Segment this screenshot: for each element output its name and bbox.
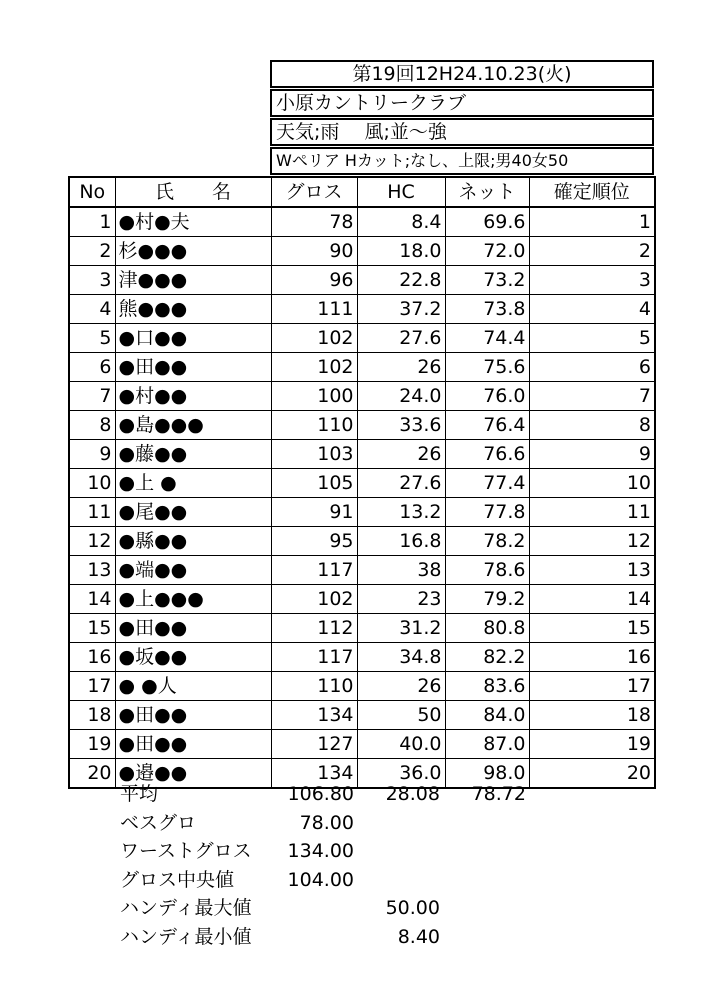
- column-header-name: 氏 名: [115, 177, 271, 207]
- stat-label: グロス中央値: [120, 868, 235, 891]
- cell-handicap: 34.8: [357, 643, 445, 672]
- cell-gross: 103: [271, 440, 357, 469]
- cell-player-name: ●尾●●: [115, 498, 271, 527]
- weather-info: 天気;雨 風;並～強: [270, 118, 654, 146]
- cell-net: 80.8: [445, 614, 529, 643]
- cell-no: 18: [69, 701, 115, 730]
- stat-gross-value: 134.00: [287, 840, 354, 862]
- cell-player-name: ●村●夫: [115, 207, 271, 237]
- cell-net: 72.0: [445, 237, 529, 266]
- cell-rank: 12: [529, 527, 655, 556]
- table-header-row: [69, 177, 655, 207]
- cell-no: 4: [69, 295, 115, 324]
- column-header-net: ネット: [445, 177, 529, 207]
- cell-handicap: 50: [357, 701, 445, 730]
- cell-no: 15: [69, 614, 115, 643]
- cell-rank: 7: [529, 382, 655, 411]
- cell-no: 6: [69, 353, 115, 382]
- cell-player-name: ●田●●: [115, 614, 271, 643]
- rules-info: Wペリア Hカット;なし、上限;男40女50: [270, 147, 654, 175]
- cell-no: 8: [69, 411, 115, 440]
- table-row: [69, 527, 655, 556]
- cell-rank: 2: [529, 237, 655, 266]
- table-row: [69, 643, 655, 672]
- table-row: [69, 237, 655, 266]
- cell-net: 73.8: [445, 295, 529, 324]
- cell-player-name: ●上 ●: [115, 469, 271, 498]
- cell-handicap: 23: [357, 585, 445, 614]
- cell-net: 76.0: [445, 382, 529, 411]
- cell-net: 84.0: [445, 701, 529, 730]
- cell-gross: 134: [271, 759, 357, 789]
- cell-player-name: ●縣●●: [115, 527, 271, 556]
- stat-label: 平均: [120, 783, 159, 805]
- stat-label: ハンディ最小値: [120, 925, 252, 948]
- cell-net: 98.0: [445, 759, 529, 789]
- stat-label: ワーストグロス: [120, 840, 252, 862]
- table-row: [69, 411, 655, 440]
- table-row: [69, 498, 655, 527]
- cell-gross: 102: [271, 585, 357, 614]
- cell-net: 83.6: [445, 672, 529, 701]
- cell-player-name: ●坂●●: [115, 643, 271, 672]
- cell-gross: 90: [271, 237, 357, 266]
- stat-label: ハンディ最大値: [120, 897, 252, 919]
- cell-gross: 134: [271, 701, 357, 730]
- table-row: [69, 440, 655, 469]
- cell-rank: 9: [529, 440, 655, 469]
- cell-rank: 13: [529, 556, 655, 585]
- competition-title: 第19回12H24.10.23(火): [270, 60, 654, 88]
- cell-rank: 3: [529, 266, 655, 295]
- table-row: [69, 207, 655, 237]
- stat-gross-value: 104.00: [287, 868, 354, 891]
- cell-handicap: 22.8: [357, 266, 445, 295]
- table-row: [69, 469, 655, 498]
- cell-no: 10: [69, 469, 115, 498]
- cell-no: 7: [69, 382, 115, 411]
- cell-rank: 1: [529, 207, 655, 237]
- cell-player-name: 津●●●: [115, 266, 271, 295]
- cell-rank: 5: [529, 324, 655, 353]
- cell-handicap: 13.2: [357, 498, 445, 527]
- table-row: [69, 382, 655, 411]
- cell-no: 20: [69, 759, 115, 789]
- table-row: [69, 614, 655, 643]
- cell-gross: 102: [271, 353, 357, 382]
- cell-player-name: ●口●●: [115, 324, 271, 353]
- cell-rank: 10: [529, 469, 655, 498]
- cell-rank: 16: [529, 643, 655, 672]
- cell-handicap: 33.6: [357, 411, 445, 440]
- cell-handicap: 36.0: [357, 759, 445, 789]
- cell-rank: 6: [529, 353, 655, 382]
- cell-net: 78.2: [445, 527, 529, 556]
- cell-no: 14: [69, 585, 115, 614]
- column-header-gross: グロス: [271, 177, 357, 207]
- cell-handicap: 40.0: [357, 730, 445, 759]
- cell-net: 76.4: [445, 411, 529, 440]
- table-row: [69, 324, 655, 353]
- table-row: [69, 585, 655, 614]
- cell-net: 75.6: [445, 353, 529, 382]
- cell-gross: 95: [271, 527, 357, 556]
- cell-handicap: 27.6: [357, 324, 445, 353]
- cell-net: 82.2: [445, 643, 529, 672]
- stat-hc-value: 8.40: [397, 925, 440, 948]
- column-header-rank: 確定順位: [529, 177, 655, 207]
- cell-rank: 8: [529, 411, 655, 440]
- cell-gross: 111: [271, 295, 357, 324]
- cell-gross: 117: [271, 556, 357, 585]
- cell-no: 19: [69, 730, 115, 759]
- table-row: [69, 295, 655, 324]
- cell-no: 17: [69, 672, 115, 701]
- cell-no: 13: [69, 556, 115, 585]
- cell-handicap: 18.0: [357, 237, 445, 266]
- cell-handicap: 26: [357, 440, 445, 469]
- cell-rank: 18: [529, 701, 655, 730]
- cell-no: 2: [69, 237, 115, 266]
- cell-gross: 102: [271, 324, 357, 353]
- cell-player-name: ●田●●: [115, 353, 271, 382]
- cell-no: 3: [69, 266, 115, 295]
- cell-handicap: 37.2: [357, 295, 445, 324]
- cell-handicap: 8.4: [357, 207, 445, 237]
- cell-player-name: ●島●●●: [115, 411, 271, 440]
- cell-net: 76.6: [445, 440, 529, 469]
- cell-player-name: ●邉●●: [115, 759, 271, 789]
- stat-gross-value: 106.80: [287, 783, 354, 805]
- cell-gross: 110: [271, 672, 357, 701]
- cell-gross: 91: [271, 498, 357, 527]
- cell-rank: 17: [529, 672, 655, 701]
- cell-net: 74.4: [445, 324, 529, 353]
- cell-handicap: 16.8: [357, 527, 445, 556]
- cell-net: 69.6: [445, 207, 529, 237]
- cell-player-name: ●上●●●: [115, 585, 271, 614]
- cell-player-name: ●田●●: [115, 701, 271, 730]
- score-table: [68, 176, 656, 789]
- stat-label: ベスグロ: [120, 811, 197, 834]
- cell-net: 73.2: [445, 266, 529, 295]
- cell-rank: 14: [529, 585, 655, 614]
- table-row: [69, 353, 655, 382]
- cell-no: 11: [69, 498, 115, 527]
- cell-no: 1: [69, 207, 115, 237]
- cell-player-name: 熊●●●: [115, 295, 271, 324]
- cell-player-name: ●田●●: [115, 730, 271, 759]
- cell-player-name: ●村●●: [115, 382, 271, 411]
- stat-hc-value: 28.08: [385, 783, 440, 805]
- cell-gross: 110: [271, 411, 357, 440]
- cell-rank: 20: [529, 759, 655, 789]
- table-row: [69, 266, 655, 295]
- stat-hc-value: 50.00: [385, 897, 440, 919]
- table-row: [69, 701, 655, 730]
- cell-player-name: ●端●●: [115, 556, 271, 585]
- cell-handicap: 26: [357, 672, 445, 701]
- cell-net: 78.6: [445, 556, 529, 585]
- cell-rank: 19: [529, 730, 655, 759]
- cell-net: 77.4: [445, 469, 529, 498]
- cell-no: 9: [69, 440, 115, 469]
- cell-rank: 15: [529, 614, 655, 643]
- cell-rank: 4: [529, 295, 655, 324]
- stat-gross-value: 78.00: [299, 811, 354, 834]
- cell-gross: 127: [271, 730, 357, 759]
- cell-net: 79.2: [445, 585, 529, 614]
- column-header-no: No: [69, 177, 115, 207]
- table-row: [69, 556, 655, 585]
- cell-handicap: 31.2: [357, 614, 445, 643]
- cell-gross: 112: [271, 614, 357, 643]
- cell-gross: 105: [271, 469, 357, 498]
- stat-net-value: 78.72: [471, 783, 526, 805]
- cell-handicap: 26: [357, 353, 445, 382]
- cell-player-name: ● ●人: [115, 672, 271, 701]
- cell-no: 16: [69, 643, 115, 672]
- cell-no: 12: [69, 527, 115, 556]
- cell-player-name: ●藤●●: [115, 440, 271, 469]
- table-row: [69, 672, 655, 701]
- cell-gross: 100: [271, 382, 357, 411]
- cell-no: 5: [69, 324, 115, 353]
- cell-handicap: 38: [357, 556, 445, 585]
- club-name: 小原カントリークラブ: [270, 89, 654, 117]
- cell-rank: 11: [529, 498, 655, 527]
- cell-gross: 96: [271, 266, 357, 295]
- cell-player-name: 杉●●●: [115, 237, 271, 266]
- cell-gross: 117: [271, 643, 357, 672]
- table-row: [69, 730, 655, 759]
- column-header-hc: HC: [357, 177, 445, 207]
- cell-handicap: 27.6: [357, 469, 445, 498]
- cell-net: 77.8: [445, 498, 529, 527]
- cell-gross: 78: [271, 207, 357, 237]
- cell-net: 87.0: [445, 730, 529, 759]
- cell-handicap: 24.0: [357, 382, 445, 411]
